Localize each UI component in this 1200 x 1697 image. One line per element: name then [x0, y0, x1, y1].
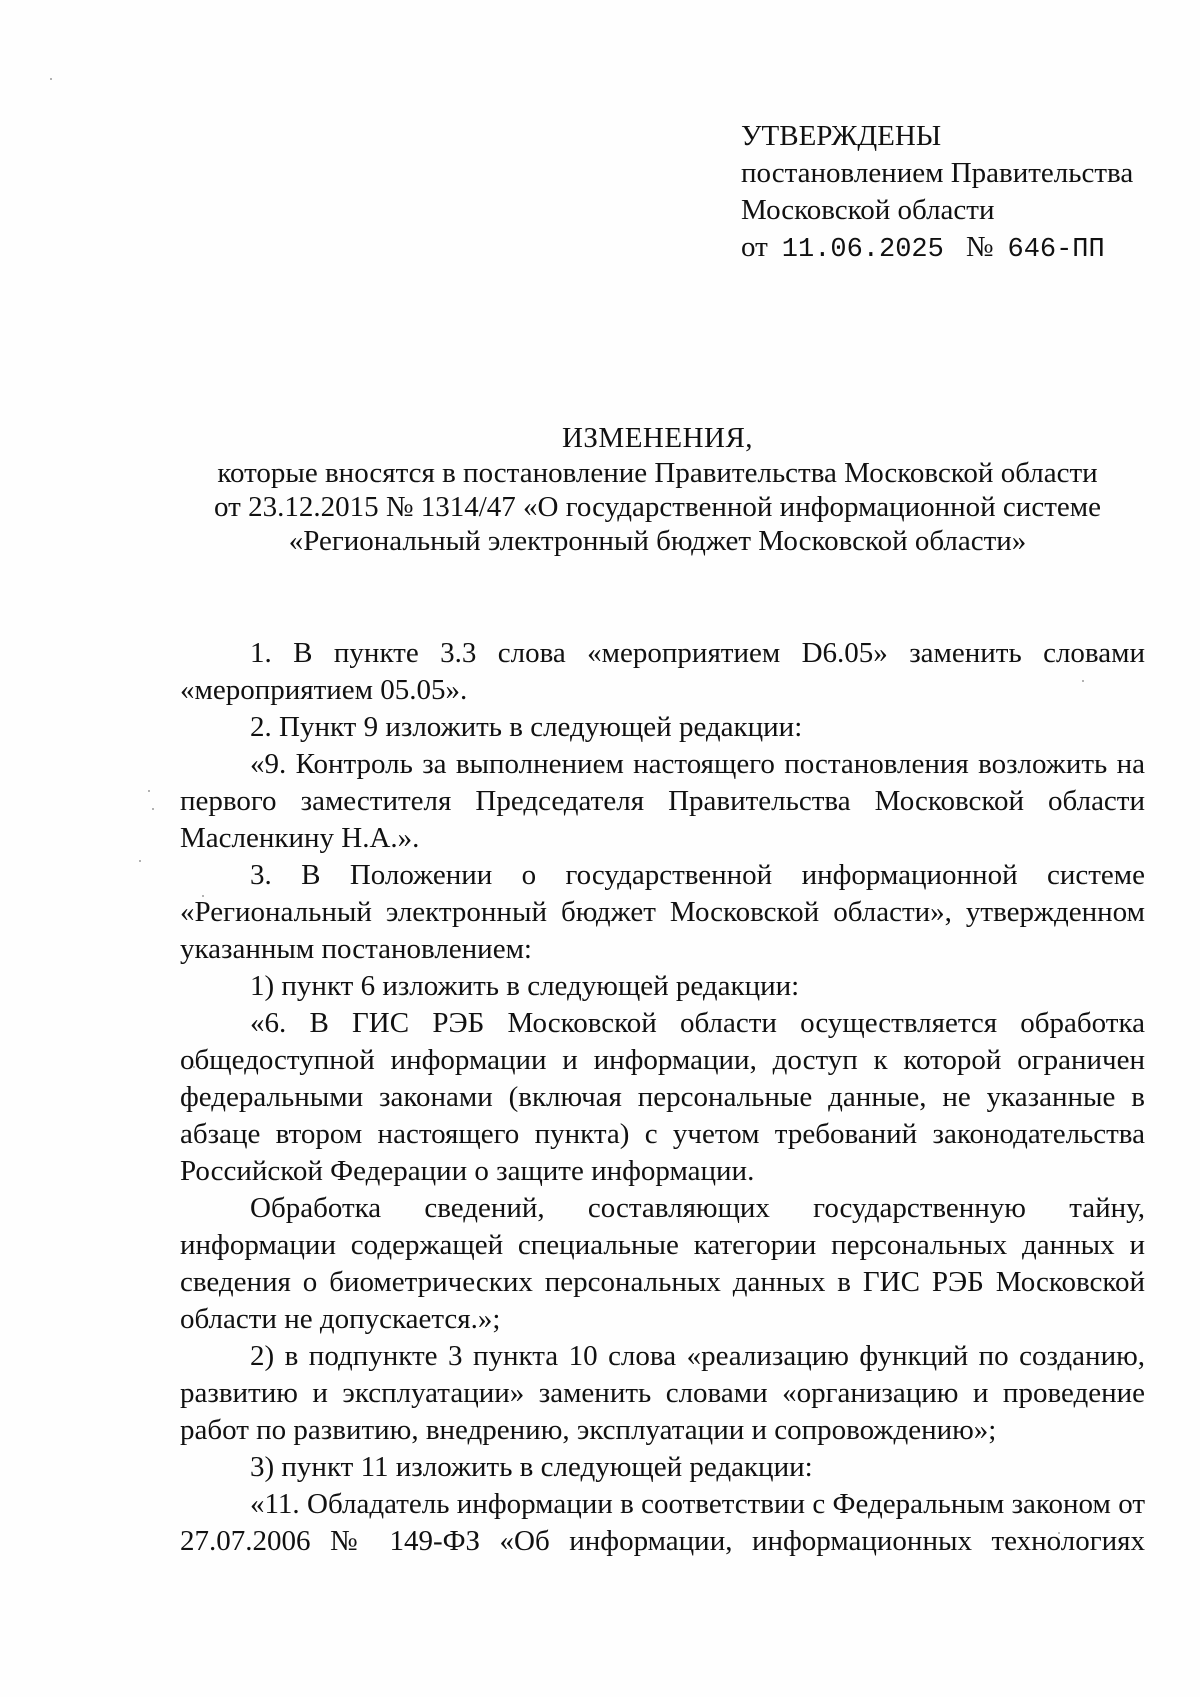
approval-region: Московской области — [741, 194, 995, 226]
paragraph-5: 1) пункт 6 изложить в следующей редакции: — [250, 970, 800, 1002]
paragraph-8: 2) в подпункте 3 пункта 10 слова «реализацию функций по созданию, развитию и эксплуатации» заменить словами «организацию и проведение работ по развитию, внедрению, эксплуатации и сопровождению»; — [180, 1340, 1145, 1446]
paragraph-9: 3) пункт 11 изложить в следующей редакции: — [250, 1451, 813, 1483]
approval-by-resolution: постановлением Правительства — [741, 157, 1134, 189]
title-heading: ИЗМЕНЕНИЯ, — [561, 422, 754, 454]
date-label: от — [741, 231, 768, 263]
approval-heading: УТВЕРЖДЕНЫ — [741, 120, 942, 152]
resolution-date: 11.06.2025 — [781, 235, 944, 265]
paragraph-10: «11. Обладатель информации в соответствии с Федеральным законом от 27.07.2006 № 149-ФЗ «Об информации, информационных технологиях — [180, 1488, 1145, 1557]
paragraph-7: Обработка сведений, составляющих государственную тайну, информации содержащей специальные категории персональных данных и сведения о биометрических персональных данных в ГИС РЭБ Московской области не допускается.»; — [180, 1192, 1145, 1335]
paragraph-4: 3. В Положении о государственной информационной системе «Региональный электронный бюджет Московской области», утвержденном указанным постановлением: — [180, 859, 1145, 965]
title-line-1: которые вносятся в постановление Правительства Московской области — [217, 457, 1098, 489]
scan-speck — [152, 808, 154, 810]
document-title — [180, 421, 1135, 558]
approval-block — [741, 118, 1161, 269]
paragraph-2: 2. Пункт 9 изложить в следующей редакции: — [250, 711, 803, 743]
paragraph-6: «6. В ГИС РЭБ Московской области осуществляется обработка общедоступной информации и информации, доступ к которой ограничен федеральными законами (включая персональные данные, не указанные в абзаце втором настоящего пункта) с учетом требований законодательства Российской Федерации о защите информации. — [180, 1007, 1145, 1187]
scan-speck — [139, 860, 141, 862]
resolution-number: 646-ПП — [1007, 235, 1105, 265]
document-body — [180, 635, 1145, 1560]
paragraph-1: 1. В пункте 3.3 слова «мероприятием D6.05» заменить словами «мероприятием 05.05». — [180, 637, 1145, 706]
scan-speck — [148, 790, 150, 792]
title-line-2: от 23.12.2015 № 1314/47 «О государственной информационной системе — [214, 491, 1101, 523]
paragraph-3: «9. Контроль за выполнением настоящего постановления возложить на первого заместителя Председателя Правительства Московской области Масленкину Н.А.». — [180, 748, 1145, 854]
scan-speck — [50, 78, 52, 80]
number-label: № — [965, 231, 994, 263]
title-line-3: «Региональный электронный бюджет Московской области» — [288, 525, 1027, 557]
approval-date-number — [741, 229, 1161, 269]
